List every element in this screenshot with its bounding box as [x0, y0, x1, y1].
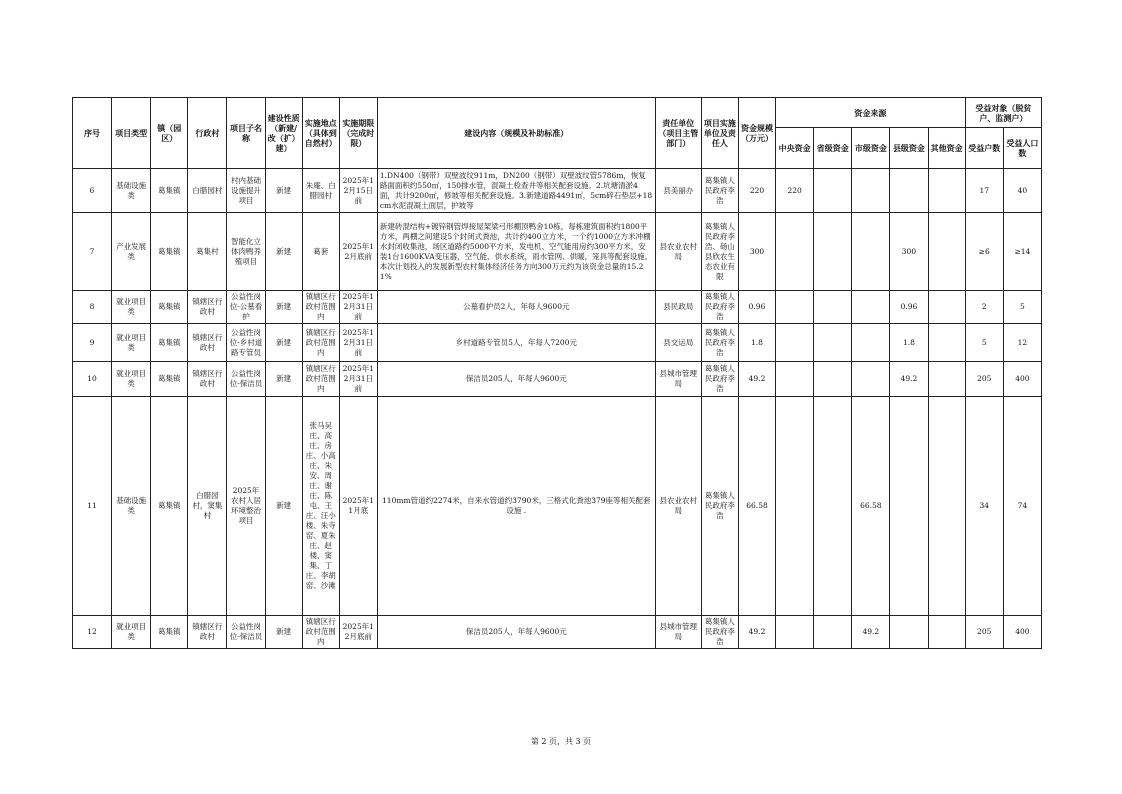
header-city: 市级资金 [852, 128, 890, 169]
cell-content-text: 1.DN400（钢带）双壁波纹911m，DN200（钢带）双壁波纹管5786m，恢复路面面积约550㎡，150排水管，混凝土检查井等相关配套设施。2.坑塘清淤4面，共计9200㎡，修坡等相关配套设施。3.新建道路4491㎡，5cm碎石垫层+18cm水泥混凝土面层，护坡等 [379, 170, 653, 210]
cell-village-text: 白腊园村 [192, 185, 223, 195]
cell-town [151, 362, 188, 397]
cell-content-text: 乡村道路专管员5人，年每人7200元 [455, 337, 577, 347]
cell-people [1003, 616, 1041, 649]
cell-central [776, 291, 814, 324]
cell-village [188, 291, 227, 324]
cell-city [852, 291, 890, 324]
cell-seq [73, 362, 112, 397]
cell-subname-text: 公益性岗位-保洁员 [229, 369, 263, 388]
cell-scale-text: 220 [749, 185, 765, 195]
cell-households-text: ≥6 [978, 246, 990, 256]
cell-households [965, 291, 1003, 324]
cell-people-text: 400 [1015, 374, 1030, 383]
cell-owner [701, 291, 738, 324]
header-content: 建设内容（规模及补助标准） [377, 98, 655, 169]
table-row [73, 616, 1042, 649]
cell-central [776, 324, 814, 362]
cell-dept-text: 县交运局 [663, 337, 694, 347]
cell-seq-text: 7 [89, 246, 95, 256]
cell-people [1003, 362, 1041, 397]
cell-seq [73, 324, 112, 362]
cell-county-text: 300 [901, 246, 917, 256]
cell-other [928, 291, 965, 324]
cell-seq [73, 616, 112, 649]
cell-city-text: 49.2 [862, 627, 880, 636]
cell-dept-text: 县农业农村局 [659, 496, 698, 515]
cell-subname [227, 362, 265, 397]
header-fund-source: 资金来源 [776, 98, 966, 128]
cell-other [928, 324, 965, 362]
cell-seq [73, 397, 112, 616]
cell-households [965, 213, 1003, 291]
cell-city-text: 66.58 [860, 501, 882, 510]
cell-town-text: 葛集镇 [158, 302, 181, 311]
header-town: 镇（园区） [151, 98, 188, 169]
cell-seq [73, 169, 112, 213]
cell-people-text: 400 [1015, 627, 1030, 636]
cell-provincial [814, 169, 852, 213]
cell-city [852, 362, 890, 397]
cell-village-text: 镇辖区行政村 [192, 622, 223, 641]
cell-scale-text: 49.2 [748, 627, 766, 636]
cell-subname-text: 公益性岗位-保洁员 [229, 622, 263, 641]
cell-city [852, 213, 890, 291]
cell-scale [738, 397, 775, 616]
cell-dept [655, 291, 701, 324]
cell-seq-text: 11 [87, 501, 97, 510]
cell-town-text: 葛集镇 [158, 627, 181, 636]
cell-location [302, 213, 339, 291]
cell-people [1003, 324, 1041, 362]
cell-dept [655, 397, 701, 616]
cell-central [776, 362, 814, 397]
cell-content-text: 110mm管道约2274米，自来水管道约3790米，三格式化粪池379座等相关配套设施 . [382, 496, 651, 515]
cell-location-text: 张马吴庄、高庄、房庄、小高庄、朱安、周庄、谢庄、陈屯、王庄、汪小楼、朱寺窑、夏朱庄、赵楼、窦集、丁庄、李胡窑、沙滩 [305, 421, 336, 590]
cell-provincial [814, 362, 852, 397]
cell-subname [227, 397, 265, 616]
cell-subname [227, 616, 265, 649]
cell-subname-text: 2025年农村人居环境整治项目 [230, 486, 261, 525]
cell-location-text: 镇辖区行政村范围内 [305, 292, 336, 321]
cell-category [112, 291, 151, 324]
header-other: 其他资金 [928, 128, 965, 169]
cell-nature-text: 新建 [276, 185, 292, 195]
cell-households [965, 616, 1003, 649]
cell-town [151, 291, 188, 324]
header-period: 实施期限（完成时限） [339, 98, 377, 169]
cell-county [890, 291, 928, 324]
cell-dept-text: 县美丽办 [663, 185, 694, 195]
header-owner: 项目实施单位及责任人 [701, 98, 738, 169]
header-nature: 建设性质（新建/改（扩）建） [265, 98, 302, 169]
header-subname: 项目子名称 [227, 98, 265, 169]
cell-nature-text: 新建 [276, 337, 292, 347]
header-households: 受益户数 [965, 128, 1003, 169]
cell-village-text: 镇辖区行政村 [192, 297, 223, 316]
cell-provincial [814, 291, 852, 324]
cell-seq-text: 6 [89, 185, 95, 195]
cell-dept [655, 169, 701, 213]
cell-provincial [814, 616, 852, 649]
cell-subname [227, 169, 265, 213]
cell-location-text: 葛套 [313, 246, 329, 256]
cell-nature [265, 362, 302, 397]
cell-county [890, 213, 928, 291]
cell-location [302, 362, 339, 397]
table-row [73, 324, 1042, 362]
cell-central [776, 397, 814, 616]
cell-seq-text: 12 [87, 627, 97, 636]
cell-location [302, 291, 339, 324]
cell-period [339, 213, 377, 291]
cell-households-text: 205 [977, 374, 992, 383]
cell-central [776, 213, 814, 291]
header-dept: 责任单位（项目主管部门） [655, 98, 701, 169]
cell-category [112, 169, 151, 213]
header-people: 受益人口数 [1003, 128, 1041, 169]
cell-county [890, 616, 928, 649]
cell-content [377, 616, 655, 649]
cell-period [339, 397, 377, 616]
cell-nature [265, 616, 302, 649]
cell-provincial [814, 397, 852, 616]
cell-period-text: 2025年12月31日前 [342, 292, 374, 321]
cell-city [852, 397, 890, 616]
cell-town [151, 169, 188, 213]
cell-dept [655, 616, 701, 649]
cell-period [339, 362, 377, 397]
cell-location-text: 镇辖区行政村范围内 [305, 617, 336, 646]
cell-content [377, 291, 655, 324]
cell-content-text: 公墓看护员2人，年每人9600元 [463, 302, 570, 311]
cell-location [302, 324, 339, 362]
cell-scale-text: 0.96 [748, 302, 766, 311]
cell-category-text: 基础设施类 [116, 496, 147, 515]
header-provincial: 省级资金 [814, 128, 852, 169]
cell-owner-text: 葛集镇人民政府李浩 [704, 292, 735, 321]
cell-village [188, 616, 227, 649]
cell-subname [227, 324, 265, 362]
cell-category-text: 就业项目类 [116, 332, 147, 352]
cell-town [151, 397, 188, 616]
cell-owner-text: 葛集镇人民政府李浩、砀山县欣农生态农业有限 [704, 221, 735, 281]
cell-county-text: 1.8 [902, 337, 915, 347]
cell-village [188, 324, 227, 362]
cell-nature [265, 169, 302, 213]
cell-location-text: 镇辖区行政村范围内 [305, 364, 336, 393]
cell-households [965, 362, 1003, 397]
cell-owner [701, 362, 738, 397]
cell-people-text: 12 [1017, 337, 1028, 347]
cell-subname-text: 村内基础设施提升项目 [230, 175, 261, 205]
cell-category-text: 就业项目类 [116, 622, 147, 641]
cell-content-text: 新建砖混结构+镀锌钢管焊接屋架梁弓形棚顶鸭舍10栋，每栋建筑面积约1800平方米，两棚之间建设5个封闭式粪池，共计约400立方米，一个约1000立方米冲棚水封闭收集池，场区道路约5000平方米，发电机、空气能用房约300平方米，安装1台1600KVA变压器，空气能、供水系统，雨水管网、供暖，笼具等配套设施。本次计划投入的发展新型农村集体经济任务方向300万元约为该资金总量的15.21% [379, 221, 653, 281]
cell-nature-text: 新建 [276, 246, 292, 256]
cell-seq [73, 291, 112, 324]
table-row [73, 362, 1042, 397]
cell-owner [701, 169, 738, 213]
cell-content [377, 169, 655, 213]
cell-subname [227, 291, 265, 324]
cell-county-text: 49.2 [900, 374, 918, 383]
table-row [73, 213, 1042, 291]
cell-nature [265, 291, 302, 324]
cell-dept [655, 324, 701, 362]
cell-county [890, 169, 928, 213]
cell-category [112, 324, 151, 362]
cell-location-text: 朱庵、白腊园村 [305, 180, 336, 200]
cell-owner-text: 葛集镇人民政府李浩 [704, 364, 735, 393]
cell-subname-text: 智能化立体肉鸭养殖项目 [230, 236, 261, 266]
cell-village-text: 镇辖区行政村 [192, 369, 223, 388]
cell-content-text: 保洁员205人，年每人9600元 [465, 374, 567, 383]
cell-location-text: 镇辖区行政村范围内 [305, 327, 336, 357]
cell-nature [265, 324, 302, 362]
cell-town-text: 葛集镇 [158, 185, 181, 195]
cell-dept-text: 县农业农村局 [659, 241, 698, 261]
cell-scale [738, 362, 775, 397]
cell-seq-text: 8 [89, 302, 95, 311]
cell-central [776, 616, 814, 649]
cell-period [339, 324, 377, 362]
cell-county [890, 362, 928, 397]
cell-village [188, 362, 227, 397]
cell-content [377, 397, 655, 616]
cell-content [377, 324, 655, 362]
cell-people [1003, 213, 1041, 291]
cell-period-text: 2025年11月底 [342, 496, 374, 515]
cell-category-text: 产业发展类 [116, 241, 147, 261]
cell-city [852, 169, 890, 213]
cell-content [377, 213, 655, 291]
cell-city [852, 324, 890, 362]
page-footer: 第 2 页，共 3 页 [530, 737, 592, 746]
cell-location [302, 169, 339, 213]
cell-provincial [814, 213, 852, 291]
cell-town-text: 葛集镇 [158, 374, 181, 383]
header-central: 中央资金 [776, 128, 814, 169]
header-county: 县级资金 [890, 128, 928, 169]
cell-dept [655, 213, 701, 291]
cell-dept-text: 县民政局 [663, 302, 694, 311]
cell-village [188, 397, 227, 616]
cell-period-text: 2025年12月15日前 [342, 175, 374, 205]
table-body [73, 169, 1042, 649]
cell-period-text: 2025年12月底前 [342, 622, 374, 641]
cell-owner [701, 616, 738, 649]
cell-content-text: 保洁员205人，年每人9600元 [465, 627, 567, 636]
table-row [73, 291, 1042, 324]
table-row [73, 169, 1042, 213]
cell-subname [227, 213, 265, 291]
cell-village-text: 葛集村 [196, 246, 219, 256]
cell-provincial [814, 324, 852, 362]
cell-other [928, 213, 965, 291]
cell-village-text: 白腊园村，窦集村 [192, 491, 223, 520]
cell-households [965, 169, 1003, 213]
cell-households [965, 324, 1003, 362]
cell-people [1003, 169, 1041, 213]
cell-seq-text: 10 [87, 374, 97, 383]
cell-scale-text: 66.58 [746, 501, 768, 510]
header-village: 行政村 [188, 98, 227, 169]
cell-scale [738, 616, 775, 649]
cell-owner [701, 213, 738, 291]
cell-village-text: 镇辖区行政村 [192, 332, 223, 352]
cell-scale-text: 1.8 [751, 337, 763, 347]
cell-other [928, 362, 965, 397]
cell-location [302, 397, 339, 616]
cell-households-text: 34 [979, 501, 989, 510]
cell-town [151, 616, 188, 649]
cell-period-text: 2025年12月底前 [342, 241, 374, 261]
cell-owner [701, 324, 738, 362]
header-location: 实施地点（具体到自然村） [302, 98, 339, 169]
cell-category-text: 就业项目类 [116, 369, 147, 388]
cell-nature [265, 213, 302, 291]
header-seq: 序号 [73, 98, 112, 169]
cell-category [112, 362, 151, 397]
cell-owner-text: 葛集镇人民政府李浩 [704, 327, 735, 357]
cell-owner-text: 葛集镇人民政府李浩 [704, 491, 735, 520]
cell-scale [738, 169, 775, 213]
cell-subname-text: 公益性岗位-公墓看护 [229, 292, 263, 321]
cell-nature [265, 397, 302, 616]
cell-households [965, 397, 1003, 616]
cell-other [928, 616, 965, 649]
table-row [73, 397, 1042, 616]
cell-households-text: 2 [981, 302, 987, 311]
cell-subname-text: 公益性岗位-乡村道路专管员 [229, 327, 263, 357]
cell-nature-text: 新建 [276, 501, 292, 510]
cell-scale-text: 49.2 [748, 374, 766, 383]
cell-dept-text: 县城市管理局 [659, 369, 698, 388]
cell-category [112, 616, 151, 649]
cell-dept [655, 362, 701, 397]
cell-owner-text: 葛集镇人民政府李浩 [704, 617, 735, 646]
cell-scale [738, 324, 775, 362]
cell-people [1003, 291, 1041, 324]
cell-nature-text: 新建 [276, 302, 292, 311]
header-category: 项目类型 [112, 98, 151, 169]
cell-city [852, 616, 890, 649]
cell-period [339, 291, 377, 324]
cell-period-text: 2025年12月31日前 [342, 327, 374, 357]
cell-people-text: 5 [1019, 302, 1025, 311]
cell-category [112, 213, 151, 291]
cell-period [339, 616, 377, 649]
cell-location [302, 616, 339, 649]
cell-category-text: 就业项目类 [116, 297, 147, 316]
cell-dept-text: 县城市管理局 [659, 622, 698, 641]
cell-town-text: 葛集镇 [158, 501, 181, 510]
cell-people [1003, 397, 1041, 616]
cell-nature-text: 新建 [276, 627, 292, 636]
cell-people-text: 74 [1017, 501, 1028, 510]
cell-people-text: 40 [1017, 185, 1028, 195]
cell-town [151, 213, 188, 291]
project-table [72, 97, 1042, 649]
cell-owner [701, 397, 738, 616]
cell-town [151, 324, 188, 362]
cell-households-text: 205 [977, 627, 992, 636]
cell-scale-text: 300 [749, 246, 765, 256]
cell-seq [73, 213, 112, 291]
cell-seq-text: 9 [89, 337, 95, 347]
cell-village [188, 169, 227, 213]
cell-county [890, 324, 928, 362]
cell-scale [738, 291, 775, 324]
cell-period-text: 2025年12月31日前 [342, 364, 374, 393]
cell-households-text: 17 [979, 185, 989, 195]
cell-category [112, 397, 151, 616]
header-beneficiary: 受益对象（脱贫户、监测户） [965, 98, 1041, 128]
cell-county [890, 397, 928, 616]
cell-central [776, 169, 814, 213]
cell-village [188, 213, 227, 291]
cell-category-text: 基础设施类 [116, 180, 147, 200]
cell-owner-text: 葛集镇人民政府李浩 [704, 175, 735, 205]
cell-content [377, 362, 655, 397]
cell-other [928, 397, 965, 616]
cell-nature-text: 新建 [276, 374, 292, 383]
cell-other [928, 169, 965, 213]
cell-scale [738, 213, 775, 291]
cell-central-text: 220 [787, 185, 802, 195]
cell-households-text: 5 [981, 337, 987, 347]
cell-period [339, 169, 377, 213]
cell-county-text: 0.96 [900, 302, 918, 311]
cell-town-text: 葛集镇 [158, 246, 181, 256]
cell-town-text: 葛集镇 [158, 337, 181, 347]
cell-people-text: ≥14 [1014, 246, 1031, 256]
header-scale: 资金规模（万元） [738, 98, 775, 169]
